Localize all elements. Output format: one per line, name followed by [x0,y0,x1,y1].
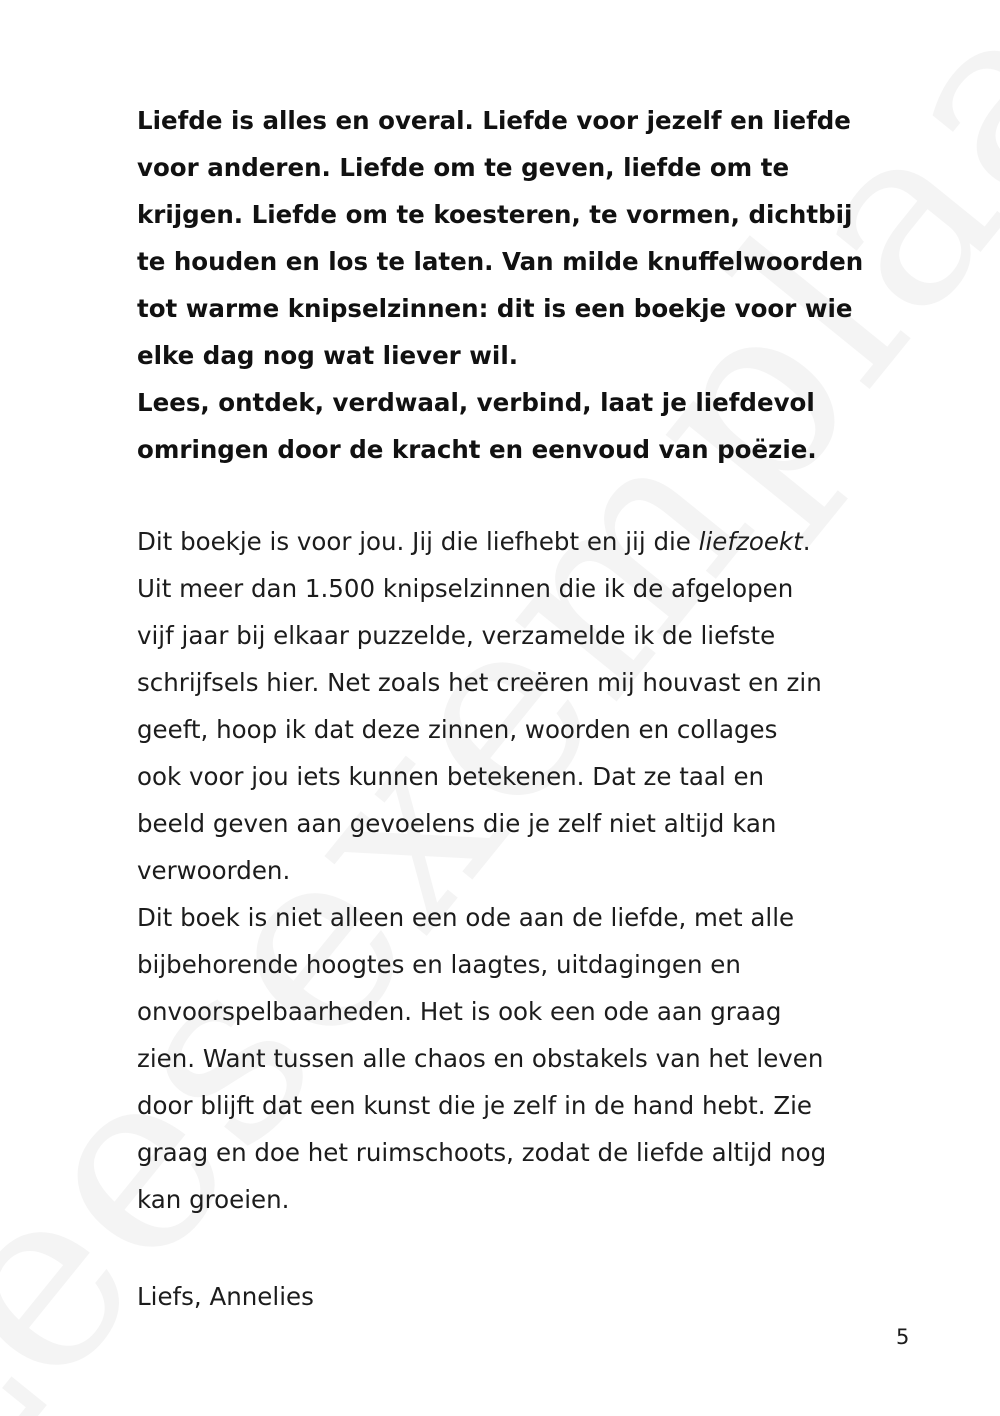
intro-line: Liefde is alles en overal. Liefde voor jezelf en liefde [137,106,851,135]
body-line: onvoorspelbaarheden. Het is ook een ode aan graag [137,997,782,1026]
body-line: door blijft dat een kunst die je zelf in de hand hebt. Zie [137,1091,813,1120]
intro-line: omringen door de kracht en eenvoud van poëzie. [137,435,817,464]
intro-line: elke dag nog wat liever wil. [137,341,519,370]
body-line: vijf jaar bij elkaar puzzelde, verzamelde ik de liefste [137,621,776,650]
intro-line: Lees, ontdek, verdwaal, verbind, laat je liefdevol [137,388,815,417]
intro-line: voor anderen. Liefde om te geven, liefde om te [137,153,790,182]
intro-line: krijgen. Liefde om te koesteren, te vormen, dichtbij [137,200,853,229]
body-paragraph [137,518,897,1223]
body-line-first-prefix: Dit boekje is voor jou. Jij die liefhebt en jij die [137,527,699,556]
body-line: Uit meer dan 1.500 knipselzinnen die ik de afgelopen [137,574,794,603]
body-line: geeft, hoop ik dat deze zinnen, woorden en collages [137,715,778,744]
body-line-first [137,518,897,565]
body-line: beeld geven aan gevoelens die je zelf niet altijd kan [137,809,777,838]
body-line: Dit boek is niet alleen een ode aan de liefde, met alle [137,903,795,932]
body-line-first-italic: liefzoekt [698,527,803,556]
body-line-first-suffix: . [802,527,811,556]
page-number: 5 [896,1325,910,1349]
body-line: bijbehorende hoogtes en laagtes, uitdagingen en [137,950,741,979]
body-line: kan groeien. [137,1185,290,1214]
body-line: schrijfsels hier. Net zoals het creëren mij houvast en zin [137,668,822,697]
body-line: zien. Want tussen alle chaos en obstakels van het leven [137,1044,824,1073]
body-line: verwoorden. [137,856,291,885]
intro-line: te houden en los te laten. Van milde knuffelwoorden [137,247,864,276]
signature: Liefs, Annelies [137,1282,314,1311]
body-line: ook voor jou iets kunnen betekenen. Dat ze taal en [137,762,765,791]
intro-paragraph [137,97,897,473]
intro-line: tot warme knipselzinnen: dit is een boekje voor wie [137,294,853,323]
body-line: graag en doe het ruimschoots, zodat de liefde altijd nog [137,1138,827,1167]
